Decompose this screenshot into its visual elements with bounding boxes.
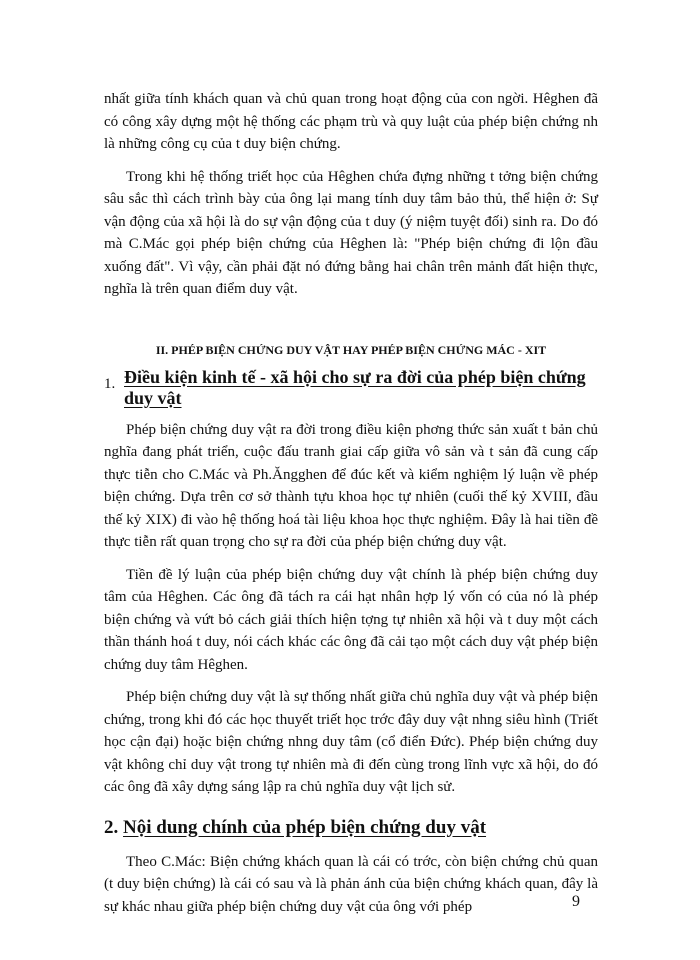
heading-1-title: Điều kiện kinh tế - xã hội cho sự ra đời của phép biện chứng duy vật [124,366,586,408]
paragraph: Phép biện chứng duy vật ra đời trong điều kiện phơng thức sản xuất t bản chủ nghĩa đang phát triển, cuộc đấu tranh giai cấp giữa vô sản và t sản đã cung cấp thực tiễn cho C.Mác và Ph.Ăngghen để đúc kết và kiểm nghiệm lý luận về phép biện chứng. Dựa trên cơ sở thành tựu khoa học tự nhiên (cuối thế kỷ XVIII, đầu thế kỷ XIX) đi vào hệ thống hoá tài liệu khoa học thực nghiệm. Đây là hai tiền đề thực tiễn rất quan trọng cho sự ra đời của phép biện chứng duy vật. [104,421,598,550]
paragraph: Theo C.Mác: Biện chứng khách quan là cái có trớc, còn biện chứng chủ quan (t duy biện chứng) là cái có sau và là phản ánh của biện chứng khách quan, đây là sự khác nhau giữa phép biện chứng duy vật của ông với phép [104,853,598,915]
heading-2 [104,815,598,841]
heading-2-title: Nội dung chính của phép biện chứng duy vật [123,816,487,838]
paragraph: Phép biện chứng duy vật là sự thống nhất giữa chủ nghĩa duy vật và phép biện chứng, trong khi đó các học thuyết triết học trớc đây duy vật nhng siêu hình (Triết học cận đại) hoặc biện chứng nhng duy tâm (cổ điển Đức). Phép biện chứng duy vật không chỉ duy vật trong tự nhiên mà đi đến cùng trong lĩnh vực xã hội, do đó các ông đã xây dựng sáng lập ra chủ nghĩa duy vật lịch sử. [104,689,598,795]
heading-2-number: 2. [104,816,119,838]
section-heading: II. PHÉP BIỆN CHỨNG DUY VẬT HAY PHÉP BIỆN CHỨNG MÁC - XIT [155,342,547,357]
paragraph: Tiền đề lý luận của phép biện chứng duy vật chính là phép biện chứng duy tâm của Hêghen. Các ông đã tách ra cái hạt nhân hợp lý vốn có của nó là phép biện chứng và vứt bỏ cách giải thích hiện tợng tự nhiên xã hội và t duy một cách thần thánh hoá t duy, nói cách khác các ông đã cải tạo một cách duy vật phép biện chứng duy tâm Hêghen. [104,566,598,673]
paragraph: Trong khi hệ thống triết học của Hêghen chứa đựng những t tởng biện chứng sâu sắc thì cách trình bày của ông lại mang tính duy tâm bảo thủ, thể hiện ở: Sự vận động của xã hội là do sự vận động của t duy (ý niệm tuyệt đối) sinh ra. Do đó mà C.Mác gọi phép biện chứng của Hêghen là: "Phép biện chứng đi lộn đầu xuống đất". Vì vậy, cần phải đặt nó đứng bằng hai chân trên mảnh đất hiện thực, nghĩa là trên quan điểm duy vật. [104,168,598,297]
page-content [104,88,598,918]
page-number: 9 [572,893,580,910]
heading-1-number: 1. [104,375,116,392]
paragraph: nhất giữa tính khách quan và chủ quan trong hoạt động của con ngời. Hêghen đã có công xây dựng một hệ thống các phạm trù và quy luật của phép biện chứng nh là những công cụ của t duy biện chứng. [104,91,598,152]
heading-1 [104,367,598,409]
